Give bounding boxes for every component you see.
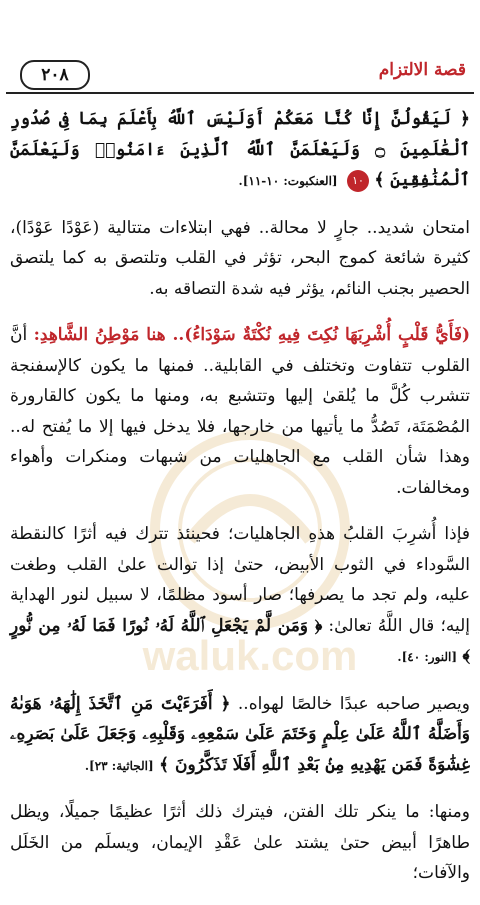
paragraph-5-text: ويصير صاحبه عبدًا خالصًا لهواه.. (237, 693, 470, 714)
ayah-reference: [الجاثية: ٢٣]. (84, 758, 154, 773)
paragraph-4-text: فإذا أُشرِبَ القلبُ هذهِ الجاهليات؛ فحينئذ تترك فيه أثرًا كالنقطة السَّوداء في الثوب الأبيض، حتىٰ إذا توالت علىٰ القلب وطغت عليه، ولم تجد ما يصرفها؛ صار أسود مظلمًا، لا سبيل لنور الهداية إليه؛ قال اللَّهُ تعالىٰ: (10, 524, 470, 636)
header-divider (6, 92, 474, 94)
ayah-reference: [العنكبوت: ١٠-١١]. (238, 174, 338, 188)
page-header (6, 56, 474, 92)
paragraph-3-text: أنَّ القلوب تتفاوت وتختلف في القابلية.. فمنها ما يكون كالإسفنجة تتشرب كُلَّ ما يُلقىٰ إليها وتتشبع به، ومنها ما يكون كالقارورة المُصْمَتَة، تَصُدُّ ما يأتيها من خارجها، فلا يدخل فيها إلا ما يُفتح له.. وهذا شأن القلب مع الجاهليات من شبهات ومنكرات وأهواء ومخالفات. (10, 325, 470, 498)
paragraph-5 (10, 689, 470, 782)
paragraph-4 (10, 519, 470, 673)
ayah-ankabut: ﴿ لَيَقُولُنَّ إِنَّا كُنَّا مَعَكُمْ أَوَلَيْسَ ٱللَّهُ بِأَعْلَمَ بِمَا فِى صُدُورِ ٱلْعَٰلَمِينَ ۝ وَلَيَعْلَمَنَّ ٱللَّهُ ٱلَّذِينَ ءَامَنُوا۟ وَلَيَعْلَمَنَّ ٱلْمُنَٰفِقِينَ ﴾ (10, 109, 470, 190)
ayah-nur: ﴿ وَمَن لَّمْ يَجْعَلِ ٱللَّهُ لَهُۥ نُورًا فَمَا لَهُۥ مِن نُّورٍ ﴾ (10, 615, 470, 666)
chapter-title: قصة الالتزام (378, 60, 466, 80)
paragraph-1 (10, 104, 470, 197)
page-number: ٢٠٨ (20, 60, 90, 90)
paragraph-6: ومنها: ما ينكر تلك الفتن، فيترك ذلك أثرًا عظيمًا جميلًا، ويظل طاهرًا أبيض حتىٰ يشتد علىٰ عَقْدِ الإيمان، ويسلَم من الخَلَل والآفات؛ (10, 802, 470, 883)
ayah-jathiya: ﴿ أَفَرَءَيْتَ مَنِ ٱتَّخَذَ إِلَٰهَهُۥ هَوَىٰهُ وَأَضَلَّهُ ٱللَّهُ عَلَىٰ عِلْمٍ وَخَتَمَ عَلَىٰ سَمْعِهِۦ وَقَلْبِهِۦ وَجَعَلَ عَلَىٰ بَصَرِهِۦ غِشَٰوَةً فَمَن يَهْدِيهِ مِنۢ بَعْدِ ٱللَّهِ أَفَلَا تَذَكَّرُونَ ﴾ (10, 693, 470, 775)
hadith-quote: (فَأَيُّ قَلْبٍ أُشْرِبَهَا نُكِتَ فِيهِ نُكْتَةٌ سَوْدَاءُ).. هنا مَوْطِنُ الشَّاهِدِ: (33, 325, 471, 345)
ayah-reference: [النور: ٤٠]. (397, 650, 458, 664)
watermark-text: waluk.com (142, 632, 358, 679)
paragraph-2: امتحان شديد.. جارٍ لا محالة.. فهي ابتلاءات متتالية (عَوْدًا عَوْدًا)، كثيرة شائعة كموج البحر، تؤثر في القلب وتلتصق به كما يلتصق الحصير بجنب النائم، يؤثر فيه شدة التصاقه به. (10, 217, 470, 299)
paragraph-3 (10, 320, 470, 503)
ayah-number-marker: ١٠ (347, 170, 369, 192)
page-body (10, 104, 470, 905)
